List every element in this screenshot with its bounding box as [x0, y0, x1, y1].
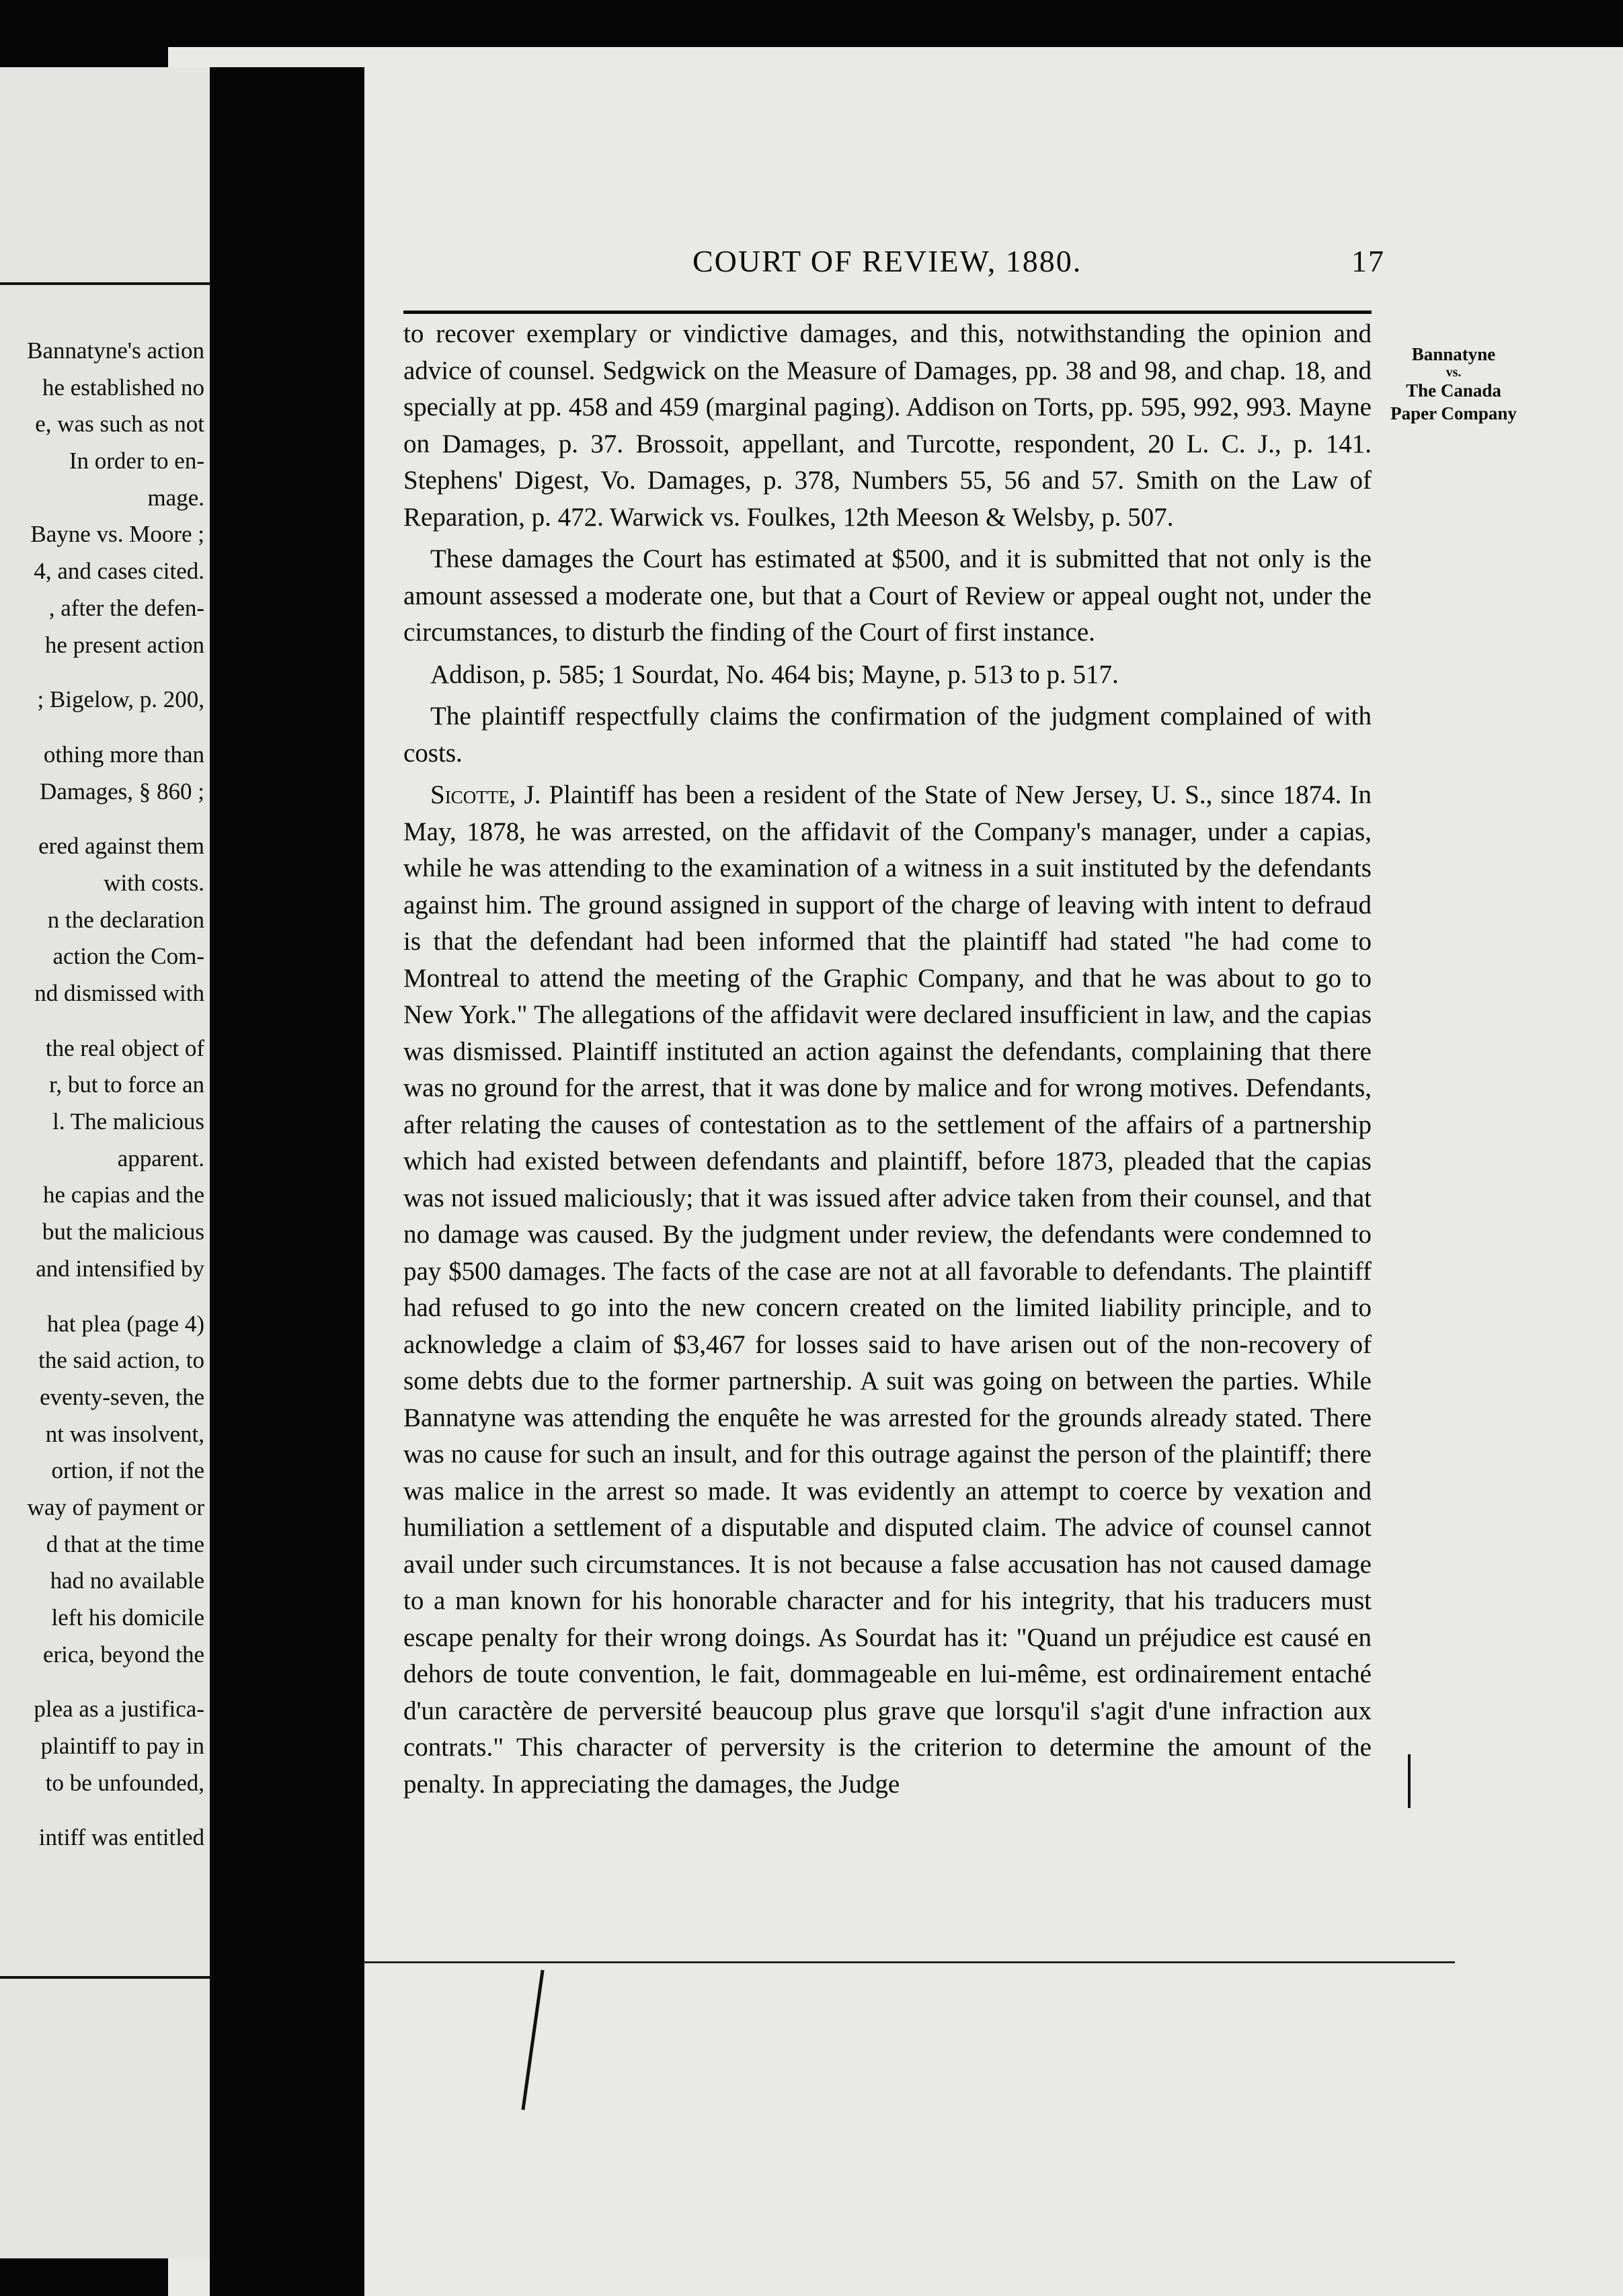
facing-page-line: the said action, to [38, 1347, 204, 1374]
facing-page-line: he present action [44, 631, 204, 658]
facing-page-line: eventy-seven, the [40, 1383, 204, 1410]
facing-page-line: In order to en- [69, 448, 204, 475]
facing-page-footer-rule [0, 1976, 210, 1979]
facing-page-line: nt was insolvent, [45, 1420, 204, 1447]
main-text [403, 316, 1372, 1808]
facing-page-line: d that at the time [46, 1530, 204, 1557]
facing-page-line: left his domicile [51, 1604, 204, 1631]
book-gutter [210, 67, 364, 2296]
paragraph-citations: Addison, p. 585; 1 Sourdat, No. 464 bis; Mayne, p. 513 to p. 517. [430, 659, 1119, 689]
margin-note-defendant-2: Paper Company [1390, 403, 1517, 423]
facing-page-line [3, 1801, 204, 1819]
header-rule [403, 311, 1372, 314]
facing-page-line: hat plea (page 4) [46, 1310, 204, 1337]
running-title: COURT OF REVIEW, 1880. [692, 244, 1082, 278]
facing-page-line: way of payment or [27, 1493, 204, 1520]
facing-page-line: e, was such as not [35, 411, 204, 438]
page-footer-rule [363, 1961, 1455, 1963]
pencil-mark [1408, 1754, 1411, 1808]
margin-note-plaintiff: Bannatyne [1411, 344, 1496, 364]
facing-page-text [3, 333, 204, 1856]
facing-page-header-rule [0, 282, 210, 285]
margin-note-versus: vs. [1446, 365, 1462, 380]
facing-page-line: he capias and the [42, 1182, 204, 1208]
page-number: 17 [1351, 244, 1385, 278]
facing-page-line [3, 1012, 204, 1030]
facing-page-line: the real object of [45, 1034, 204, 1061]
facing-page-line: nd dismissed with [34, 980, 204, 1006]
facing-page-line: ortion, if not the [51, 1457, 204, 1484]
facing-page-line: l. The malicious [52, 1108, 204, 1135]
facing-page-line [3, 719, 204, 737]
facing-page-line: intiff was entitled [38, 1824, 204, 1851]
facing-page-line: Bayne vs. Moore ; [30, 521, 204, 548]
facing-page-line: but the malicious [42, 1219, 204, 1245]
facing-page-line: plaintiff to pay in [40, 1733, 204, 1760]
judgment-text: Plaintiff has been a resident of the State of New Jersey, U. S., since 1874. In May, 1878, he was arrested, on the affidavit of the Company's manager, under a capias, while he was attending to the examination of a witness in a suit instituted by the defendants against him. The ground assigned in support of the charge of leaving with intent to defraud is that the defendant had been informed that the plaintiff had stated "he had come to Montreal to attend the meeting of the Graphic Company, and that he was about to go to New York." The allegations of the affidavit were declared insufficient in law, and the capias was dismissed. Plaintiff instituted an action against the defendants, complaining that there was no ground for the arrest, that it was done by malice and for wrong motives. Defendants, after relating the causes of contestation as to the settlement of the affairs of a partnership which had existed between defendants and plaintiff, before 1873, pleaded that the capias was not issued maliciously; that it was issued after advice taken from their counsel, and that no damage was caused. By the judgment under review, the defendants were condemned to pay $500 damages. The facts of the case are not at all favorable to defendants. The plaintiff had refused to go into the new concern created on the limited liability principle, and to acknowledge a claim of $3,467 for losses said to have arisen out of the non-recovery of some debts due to the former partnership. A suit was going on between the parties. While Bannatyne was attending the enquête he was arrested for the grounds already stated. There was no cause for such an insult, and for this outrage against the person of the plaintiff; there was malice in the arrest so made. It was evidently an attempt to coerce by vexation and humiliation a settlement of a disputable and disputed claim. The advice of counsel cannot avail under such circumstances. It is not because a false accusation has not caused damage to a man known for his honorable character and for his integrity, that his traducers must escape penalty for their wrong doings. As Sourdat has it: "Quand un préjudice est causé en dehors de toute convention, le fait, dommageable en lui-même, est ordinairement entaché d'un caractère de perversité beaucoup plus grave que lorsqu'il s'agit d'une infraction aux contrats." This character of perversity is the criterion to determine the amount of the penalty. In appreciating the damages, the Judge [403, 780, 1372, 1799]
facing-page-line: n the declaration [47, 906, 204, 933]
paragraph-authorities: to recover exemplary or vindictive damages, and this, notwithstanding the opinion and advice of counsel. Sedgwick on the Measure of Damages, pp. 38 and 98, and chap. 18, and specially at pp. 458 and 459 (marginal paging). Addison on Torts, pp. 595, 992, 993. Mayne on Damages, p. 37. Brossoit, appellant, and Turcotte, respondent, 20 L. C. J., p. 141. Stephens' Digest, Vo. Damages, p. 378, Numbers 55, 56 and 57. Smith on the Law of Reparation, p. 472. Warwick vs. Foulkes, 12th Meeson & Welsby, p. 507. [403, 319, 1372, 532]
facing-page-line: mage. [147, 484, 204, 511]
facing-page-line: plea as a justifica- [34, 1696, 204, 1723]
running-header [692, 243, 1385, 279]
facing-page-line [3, 663, 204, 682]
facing-page-line: othing more than [43, 741, 204, 768]
facing-page-line: ered against them [38, 833, 204, 860]
facing-page-line: ; Bigelow, p. 200, [37, 686, 204, 713]
facing-page-line: with costs. [104, 869, 204, 896]
facing-page-line: , after the defen- [48, 594, 204, 621]
margin-note-defendant-1: The Canada [1406, 380, 1501, 401]
facing-page-line: erica, beyond the [42, 1641, 204, 1668]
facing-page-line: apparent. [117, 1145, 204, 1172]
facing-page-line: had no available [50, 1567, 204, 1594]
facing-page-line: Bannatyne's action [27, 337, 204, 364]
facing-page-line: Damages, § 860 ; [40, 778, 204, 805]
facing-page-line [3, 1673, 204, 1691]
facing-page-line [3, 810, 204, 828]
paragraph-judgment [403, 777, 1372, 1803]
paragraph-damages: These damages the Court has estimated at $500, and it is submitted that not only is the amount assessed a moderate one, but that a Court of Review or appeal ought not, under the circumstances, to disturb the finding of the Court of first instance. [403, 544, 1372, 647]
paragraph-claim: The plaintiff respectfully claims the confirmation of the judgment complained of with costs. [403, 702, 1372, 768]
facing-page-line: he established no [42, 374, 204, 401]
facing-page-line: to be unfounded, [45, 1769, 204, 1796]
facing-page-line: and intensified by [36, 1255, 204, 1282]
facing-page-line: r, but to force an [49, 1071, 204, 1098]
judge-name: Sicotte, J. [430, 780, 541, 809]
case-margin-note [1373, 343, 1534, 425]
facing-page-line [3, 1288, 204, 1306]
facing-page [0, 67, 210, 2258]
facing-page-line: 4, and cases cited. [34, 558, 204, 585]
facing-page-line: action the Com- [52, 943, 204, 970]
